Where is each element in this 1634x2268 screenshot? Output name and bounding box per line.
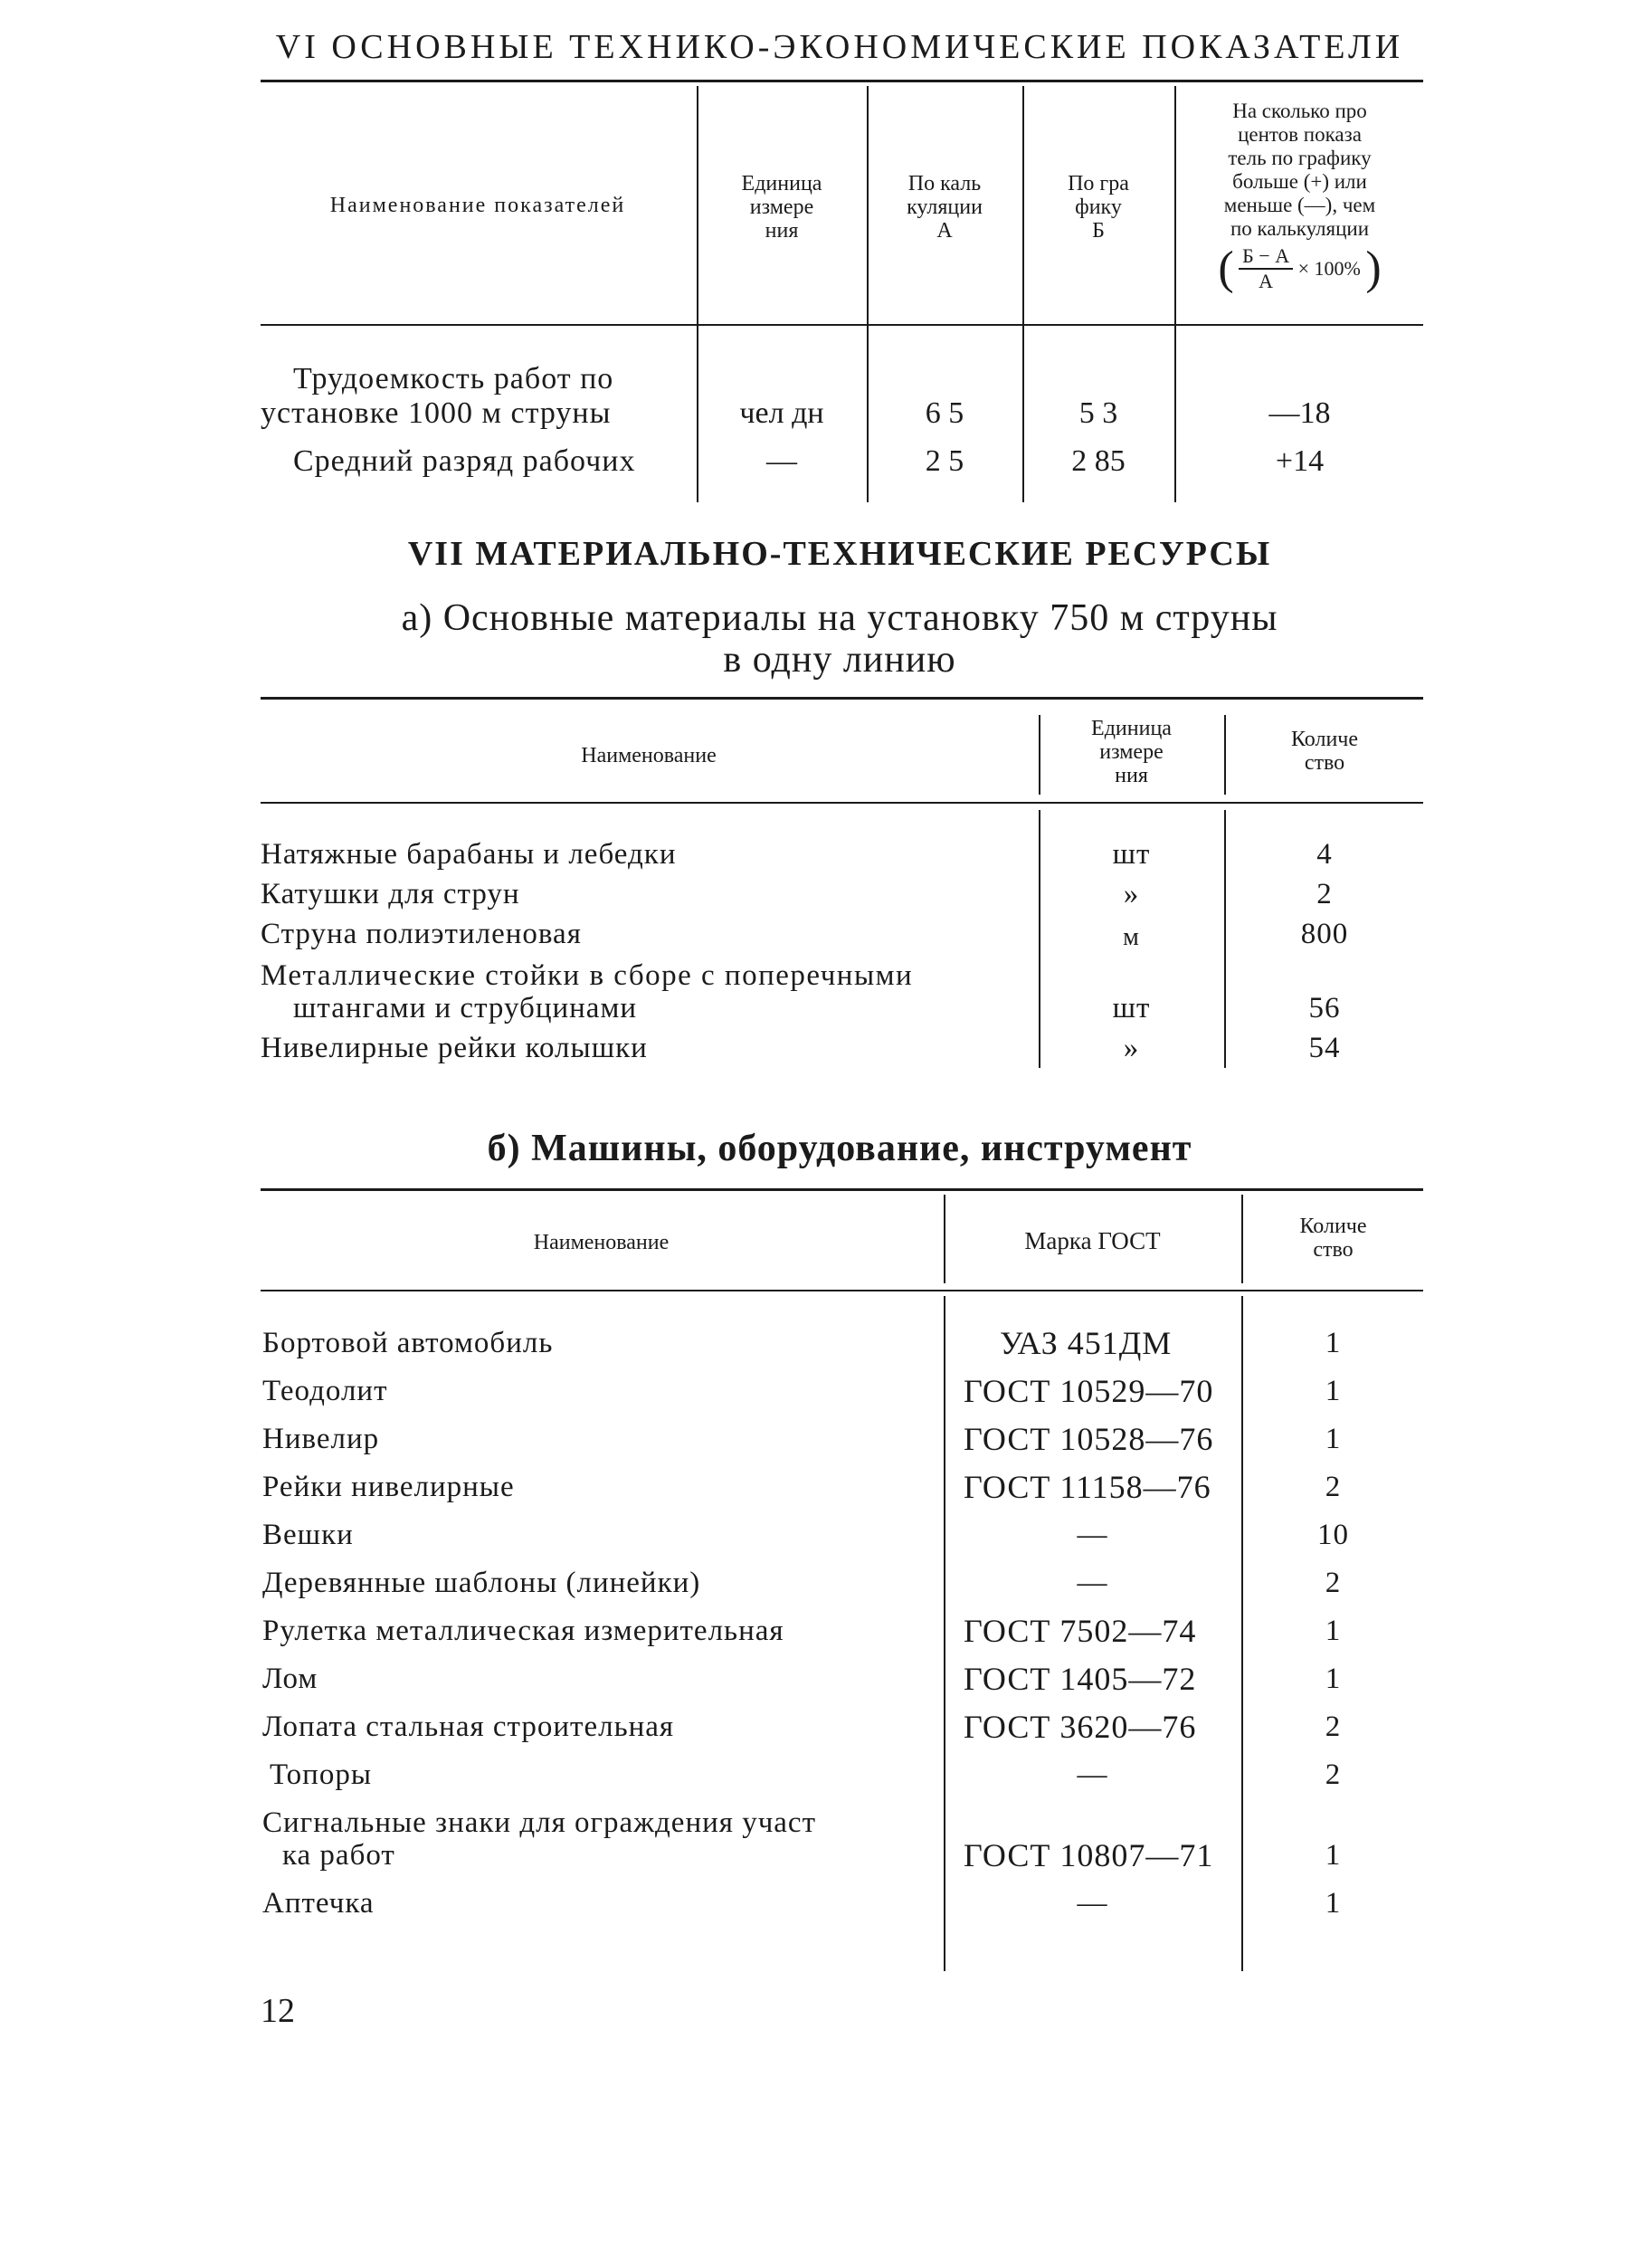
table2-header-unit: Единица измере ния [1091,717,1172,787]
table-row: Аптечка [262,1887,375,1920]
table2-header-qty: Количе ство [1290,728,1359,775]
table3-header-qty: Количе ство [1299,1215,1367,1262]
table-row: Металлические стойки в сборе с поперечными штангами и струбцинами [261,959,914,1024]
table2-qty-cell: 4 [1316,838,1333,871]
section6-title: VІ ОСНОВНЫЕ ТЕХНИКО-ЭКОНОМИЧЕСКИЕ ПОКАЗАТЕЛИ [275,28,1404,66]
table-row: Натяжные барабаны и лебедки [261,838,677,871]
table3-qty-cell: 1 [1325,1375,1342,1407]
section7-title: VII МАТЕРИАЛЬНО-ТЕХНИЧЕСКИЕ РЕСУРСЫ [407,535,1272,573]
table1-col-divider [1022,86,1024,502]
machines-title: б) Машины, оборудование, инструмент [487,1128,1192,1169]
table3-header-rule [261,1290,1423,1291]
table2-qty-cell: 54 [1308,1032,1341,1064]
table3-header-name: Наименование [533,1231,670,1254]
page-number: 12 [261,1992,295,2030]
table3-qty-cell: 1 [1325,1615,1342,1647]
table2-top-rule [261,697,1423,700]
table2-header-name: Наименование [581,744,717,767]
table3-brand-cell: ГОСТ 10807—71 [964,1837,1214,1873]
table-row: Теодолит [262,1375,388,1407]
table3-brand-cell: ГОСТ 1405—72 [964,1661,1197,1697]
table3-brand-cell: — [1077,1567,1108,1599]
table2-unit-cell: м [1123,923,1140,951]
table1-header-rule [261,324,1423,326]
table1-col-divider [867,86,869,502]
table-row: Трудоемкость работ по установке 1000 м струны [261,362,614,430]
table1-percent-cell: —18 [1268,396,1331,430]
table3-brand-cell: — [1077,1519,1108,1551]
table1-top-rule [261,80,1423,82]
table-row: Лом [262,1663,318,1695]
table1-header-unit: Единица измере ния [741,172,822,243]
table3-qty-cell: 10 [1317,1519,1349,1551]
table-row: Струна полиэтиленовая [261,918,582,950]
table3-qty-cell: 1 [1325,1423,1342,1455]
table3-header-brand: Марка ГОСТ [1024,1227,1161,1254]
table-row: Сигнальные знаки для ограждения участ ка работ [262,1806,817,1872]
table2-unit-cell: шт [1112,838,1151,871]
table1-calc-cell: 2 5 [925,444,964,478]
table1-calc-cell: 6 5 [925,396,964,430]
table-row: Рейки нивелирные [262,1471,515,1503]
table-row: Нивелир [262,1423,380,1455]
table1-header-percent: На сколько про центов показа тель по графику больше (+) или меньше (—), чем по калькуляции ( $\frac{Б - А}{А}$ × 100% ) [1176,100,1423,293]
table2-header-rule [261,802,1423,804]
table3-brand-cell: ГОСТ 10528—76 [964,1421,1214,1457]
table2-qty-cell: 800 [1300,918,1349,950]
materials-title: а) Основные материалы на установку 750 м струны в одну линию [401,597,1278,681]
table3-qty-cell: 1 [1325,1327,1342,1359]
table2-qty-cell: 2 [1316,878,1333,910]
table-row: Вешки [262,1519,354,1551]
table-row: Лопата стальная строительная [262,1711,675,1743]
table2-unit-cell: » [1123,1032,1140,1064]
table3-qty-cell: 1 [1325,1663,1342,1695]
table2-qty-cell: 56 [1308,992,1341,1024]
table3-qty-cell: 2 [1325,1471,1342,1503]
table2-unit-cell: » [1123,878,1140,910]
table-row: Бортовой автомобиль [262,1327,554,1359]
table3-brand-cell: — [1077,1758,1108,1791]
table3-brand-cell: ГОСТ 10529—70 [964,1373,1214,1409]
table3-brand-cell: ГОСТ 11158—76 [964,1469,1211,1505]
table1-percent-cell: +14 [1275,444,1325,478]
percent-formula: ( $\frac{Б - А}{А}$ × 100% ) [1218,243,1382,294]
table1-graph-cell: 2 85 [1071,444,1126,478]
table3-brand-cell: ГОСТ 3620—76 [964,1709,1197,1745]
table-row: Топоры [270,1758,373,1791]
table-row: Рулетка металлическая измерительная [262,1615,784,1647]
table1-header-name: Наименование показателей [329,194,626,217]
table3-qty-cell: 1 [1325,1839,1342,1872]
table1-col-divider [697,86,698,502]
table-row: Катушки для струн [261,878,520,910]
table3-col-divider [944,1296,945,1971]
table1-header-graph: По гра фику Б [1068,172,1129,243]
table-row: Нивелирные рейки колышки [261,1032,648,1064]
table3-brand-cell: УАЗ 451ДМ [1000,1325,1173,1361]
table1-header-calc: По каль куляции А [907,172,983,243]
table3-qty-cell: 2 [1325,1758,1342,1791]
table2-unit-cell: шт [1112,992,1151,1024]
table3-top-rule [261,1188,1423,1191]
table1-graph-cell: 5 3 [1078,396,1118,430]
table3-brand-cell: ГОСТ 7502—74 [964,1613,1197,1649]
table1-unit-cell: — [766,444,797,478]
table-row: Средний разряд рабочих [293,444,636,478]
table1-unit-cell: чел дн [739,396,824,430]
table3-qty-cell: 1 [1325,1887,1342,1920]
table3-brand-cell: — [1077,1887,1108,1920]
table3-qty-cell: 2 [1325,1711,1342,1743]
table-row: Деревянные шаблоны (линейки) [262,1567,701,1599]
table3-qty-cell: 2 [1325,1567,1342,1599]
